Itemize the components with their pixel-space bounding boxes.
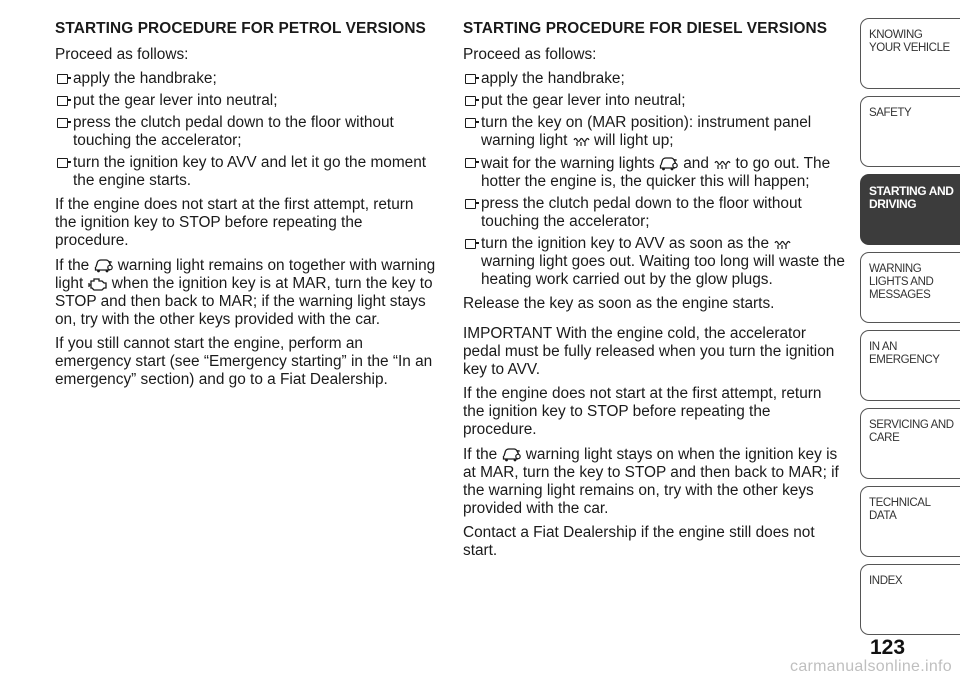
list-item: put the gear lever into neutral;: [55, 92, 437, 110]
left-column: [55, 20, 437, 395]
petrol-warning-paragraph: If the warning light remains on together with warning light when the ignition key is at MAR, turn the key to STOP and then back to MAR; if the warning light stays on, try with the other keys provided with the car.: [55, 257, 436, 328]
list-item: turn the ignition key to AVV as soon as the warning light goes out. Waiting too long will waste the heating work carried out by the glow plugs.: [463, 235, 845, 289]
checkbox-bullet-icon: [57, 74, 68, 84]
checkbox-bullet-icon: [57, 96, 68, 106]
section-sidebar: [860, 18, 960, 634]
car-key-warning-icon: [502, 445, 522, 462]
diesel-release-paragraph: Release the key as soon as the engine starts.: [463, 295, 775, 312]
tab-starting-and-driving[interactable]: STARTING AND DRIVING: [860, 174, 960, 245]
checkbox-bullet-icon: [465, 158, 476, 168]
glow-plug-warning-icon: [572, 136, 590, 148]
petrol-intro: Proceed as follows:: [55, 46, 189, 63]
tab-servicing-and-care[interactable]: SERVICING AND CARE: [860, 408, 960, 479]
list-item: put the gear lever into neutral;: [463, 92, 845, 110]
glow-plug-warning-icon: [773, 239, 791, 251]
list-item: apply the handbrake;: [463, 70, 845, 88]
checkbox-bullet-icon: [465, 96, 476, 106]
car-key-warning-icon: [659, 154, 679, 171]
list-item: press the clutch pedal down to the floor without touching the accelerator;: [463, 195, 845, 231]
list-item: apply the handbrake;: [55, 70, 437, 88]
page-number: 123: [870, 636, 906, 659]
checkbox-bullet-icon: [57, 118, 68, 128]
checkbox-bullet-icon: [465, 74, 476, 84]
engine-failure-warning-icon: [88, 276, 108, 291]
diesel-intro: Proceed as follows:: [463, 46, 597, 63]
list-item: turn the ignition key to AVV and let it go the moment the engine starts.: [55, 154, 437, 190]
checkbox-bullet-icon: [465, 199, 476, 209]
list-item: wait for the warning lights and to go out. The hotter the engine is, the quicker this will happen;: [463, 154, 845, 191]
petrol-retry-paragraph: If the engine does not start at the first attempt, return the ignition key to STOP before repeating the procedure.: [55, 196, 414, 249]
diesel-retry-paragraph: If the engine does not start at the first attempt, return the ignition key to STOP before repeating the procedure.: [463, 385, 822, 438]
glow-plug-warning-icon: [713, 159, 731, 171]
tab-technical-data[interactable]: TECHNICAL DATA: [860, 486, 960, 557]
tab-warning-lights-and-messages[interactable]: WARNING LIGHTS AND MESSAGES: [860, 252, 960, 323]
diesel-heading: STARTING PROCEDURE FOR DIESEL VERSIONS: [463, 20, 828, 37]
tab-index[interactable]: INDEX: [860, 564, 960, 635]
petrol-emergency-paragraph: If you still cannot start the engine, perform an emergency start (see “Emergency starting” in the “In an emergency” section) and go to a Fiat Dealership.: [55, 335, 433, 388]
list-item: press the clutch pedal down to the floor without touching the accelerator;: [55, 114, 437, 150]
diesel-important-paragraph: IMPORTANT With the engine cold, the accelerator pedal must be fully released when you turn the ignition key to AVV.: [463, 325, 835, 378]
right-column: [463, 20, 845, 566]
list-item: turn the key on (MAR position): instrument panel warning light will light up;: [463, 114, 845, 150]
diesel-contact-paragraph: Contact a Fiat Dealership if the engine still does not start.: [463, 524, 815, 559]
petrol-heading: STARTING PROCEDURE FOR PETROL VERSIONS: [55, 20, 426, 37]
tab-knowing-your-vehicle[interactable]: KNOWING YOUR VEHICLE: [860, 18, 960, 89]
watermark: carmanualsonline.info: [790, 658, 952, 675]
car-key-warning-icon: [94, 256, 114, 273]
checkbox-bullet-icon: [465, 239, 476, 249]
tab-safety[interactable]: SAFETY: [860, 96, 960, 167]
checkbox-bullet-icon: [57, 158, 68, 168]
diesel-warning-paragraph: If the warning light stays on when the ignition key is at MAR, turn the key to STOP and then back to MAR; if the warning light remains on, try with the other keys provided with the car.: [463, 446, 839, 517]
checkbox-bullet-icon: [465, 118, 476, 128]
tab-in-an-emergency[interactable]: IN AN EMERGENCY: [860, 330, 960, 401]
